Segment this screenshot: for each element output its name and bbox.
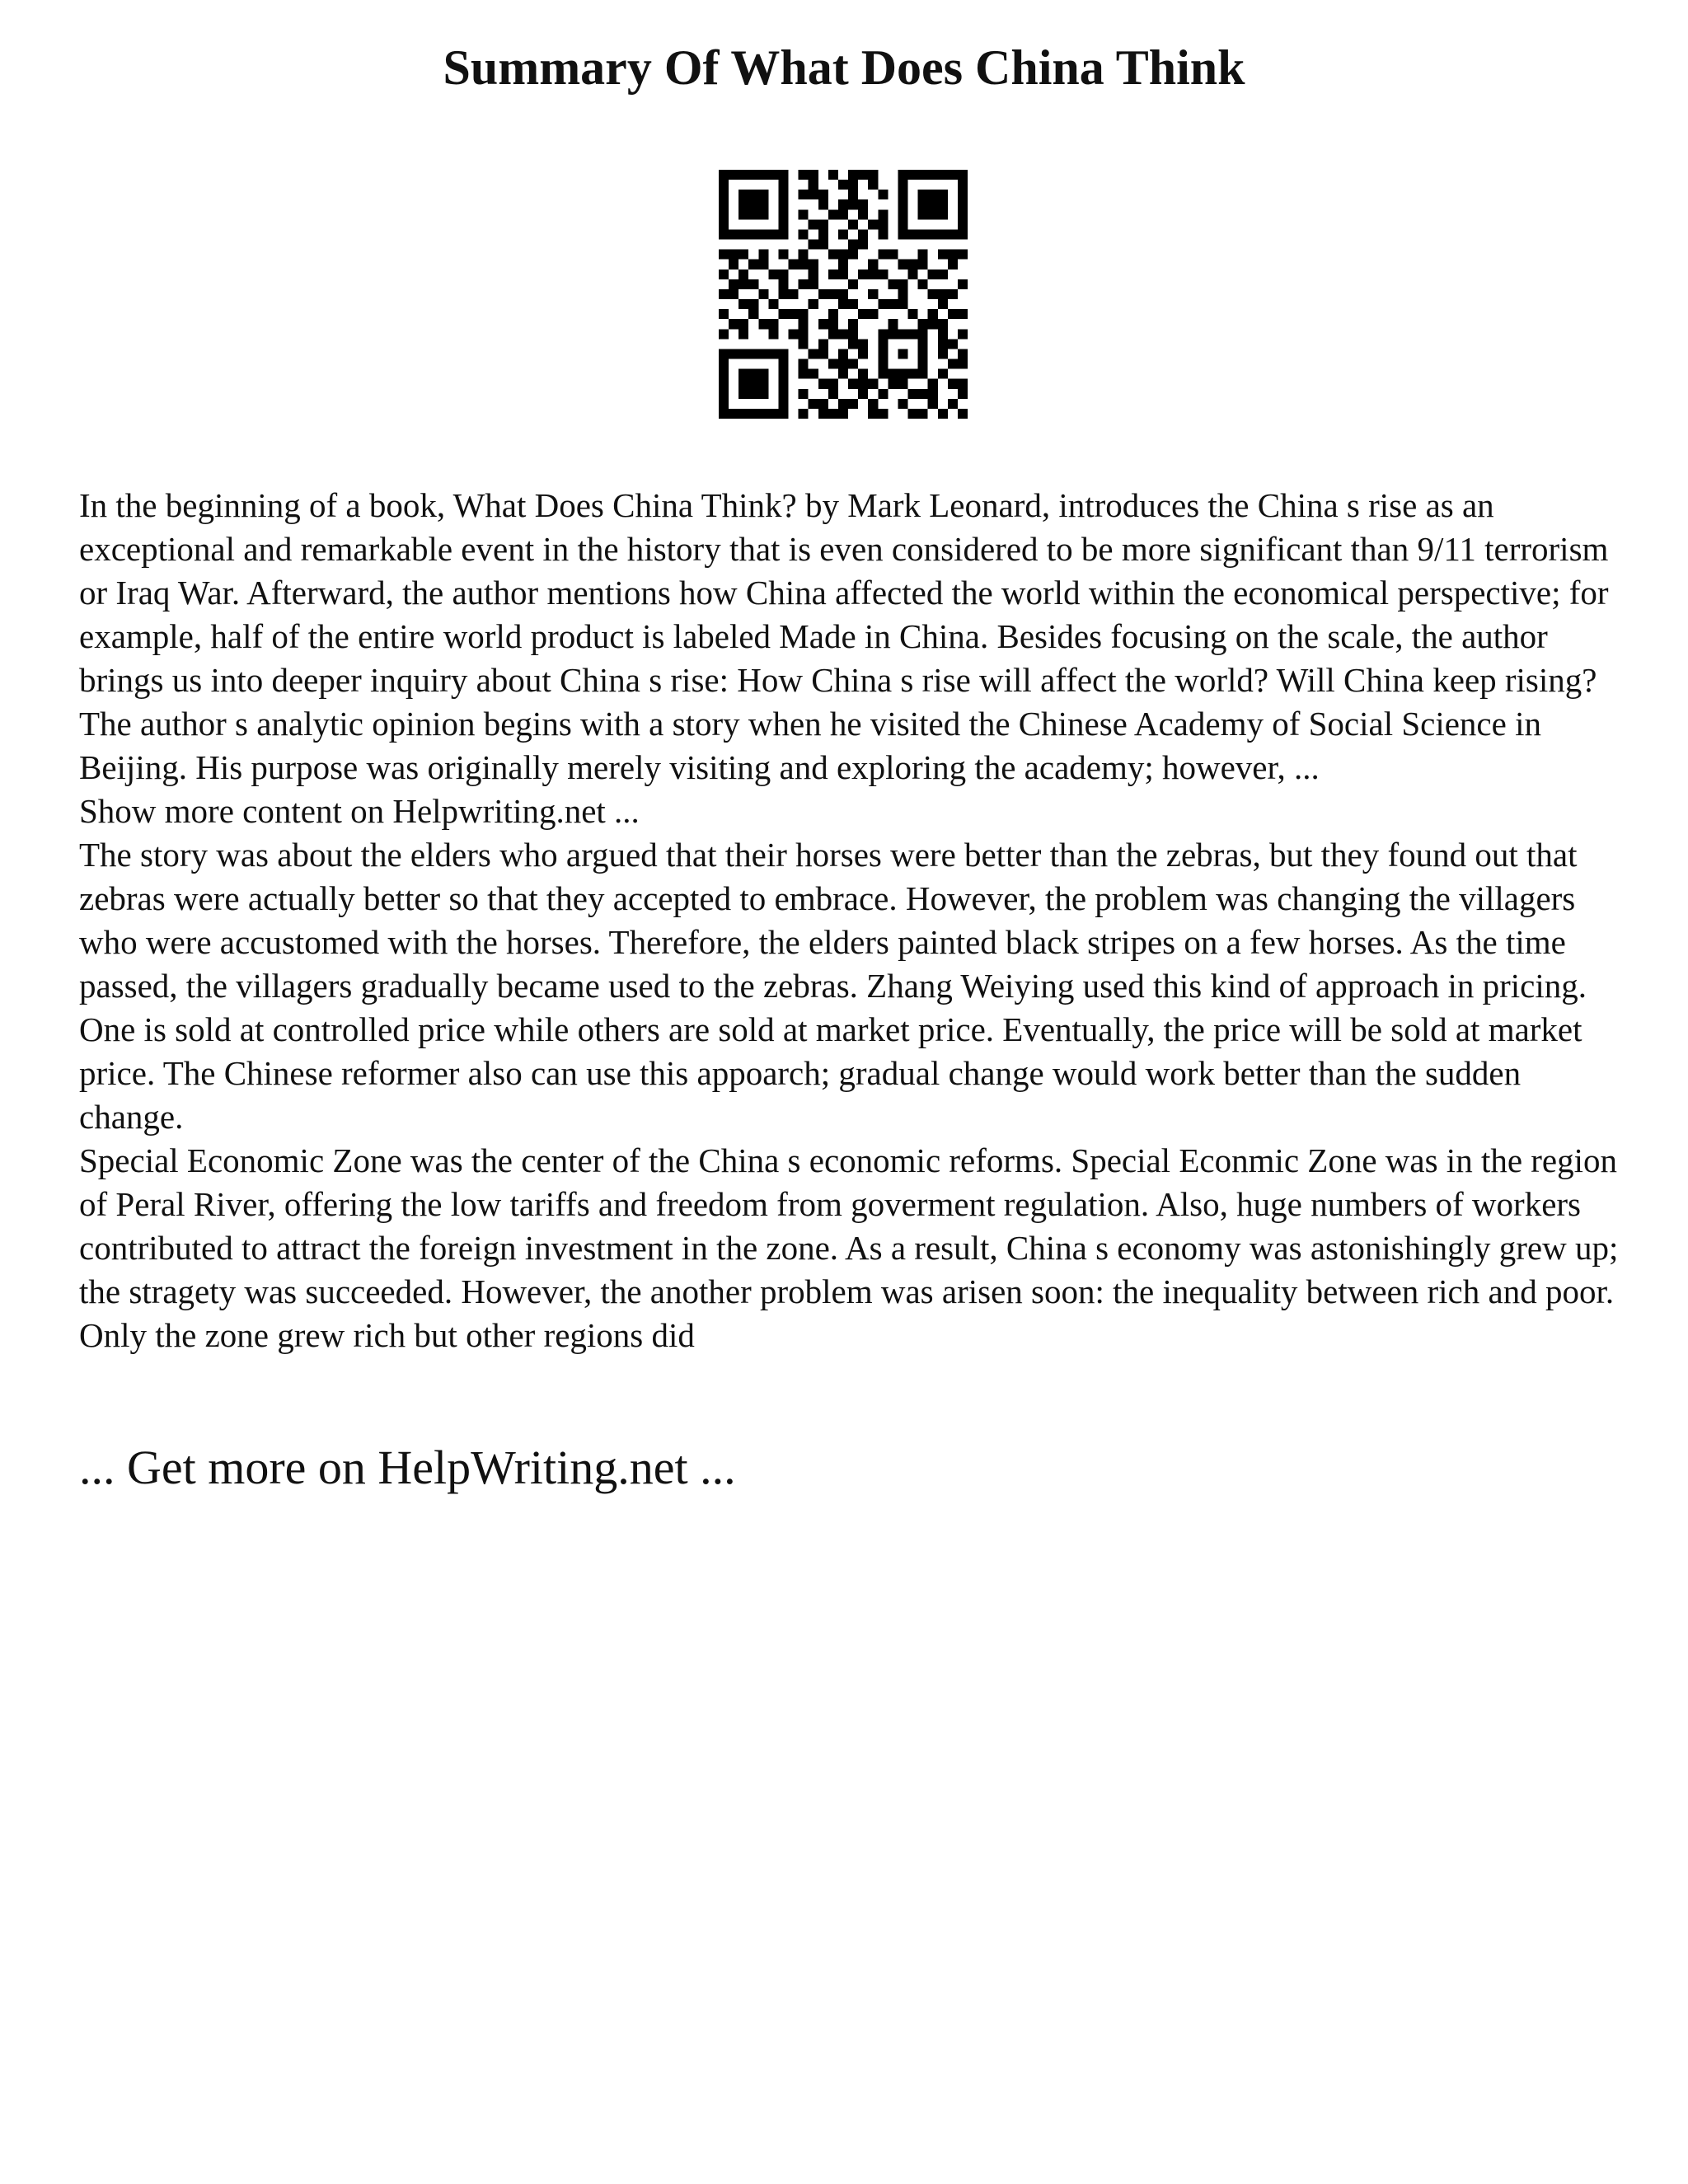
paragraph-intro: In the beginning of a book, What Does China Think? by Mark Leonard, introduces the China s rise as an exceptional and remarkable event in the history that is even considered to be more significant than 9/11 terrorism or Iraq War. Afterward, the author mentions how China affected the world within the economical perspective; for example, half of the entire world product is labeled Made in China. Besides focusing on the scale, the author brings us into deeper inquiry about China s rise: How China s rise will affect the world? Will China keep rising? [79,486,1609,699]
page-title: Summary Of What Does China Think [443,40,1245,95]
paragraph-analysis: The author s analytic opinion begins with a story when he visited the Chinese Academy of Social Science in Beijing. His purpose was originally merely visiting and exploring the academy; however, ... [79,705,1541,786]
get-more-link[interactable]: ... Get more on HelpWriting.net ... [79,1441,736,1494]
document-body [79,484,1629,1357]
paragraph-special-economic-zone: Special Economic Zone was the center of the China s economic reforms. Special Econmic Zone was in the region of Peral River, offering the low tariffs and freedom from goverment regulation. Also, huge numbers of workers contributed to attract the foreign investment in the zone. As a result, China s economy was astonishingly grew up; the stragety was succeeded. However, the another problem was arisen soon: the inequality between rich and poor. Only the zone grew rich but other regions did [79,1141,1619,1354]
qr-code[interactable] [719,170,968,419]
qr-code-image [719,170,968,419]
show-more-link[interactable]: Show more content on Helpwriting.net ... [79,792,640,830]
paragraph-zebras-story: The story was about the elders who argued that their horses were better than the zebras, but they found out that zebras were actually better so that they accepted to embrace. However, the problem was changing the villagers who were accustomed with the horses. Therefore, the elders painted black stripes on a few horses. As the time passed, the villagers gradually became used to the zebras. Zhang Weiying used this kind of approach in pricing. One is sold at controlled price while others are sold at market price. Eventually, the price will be sold at market price. The Chinese reformer also can use this appoarch; gradual change would work better than the sudden change. [79,836,1587,1136]
